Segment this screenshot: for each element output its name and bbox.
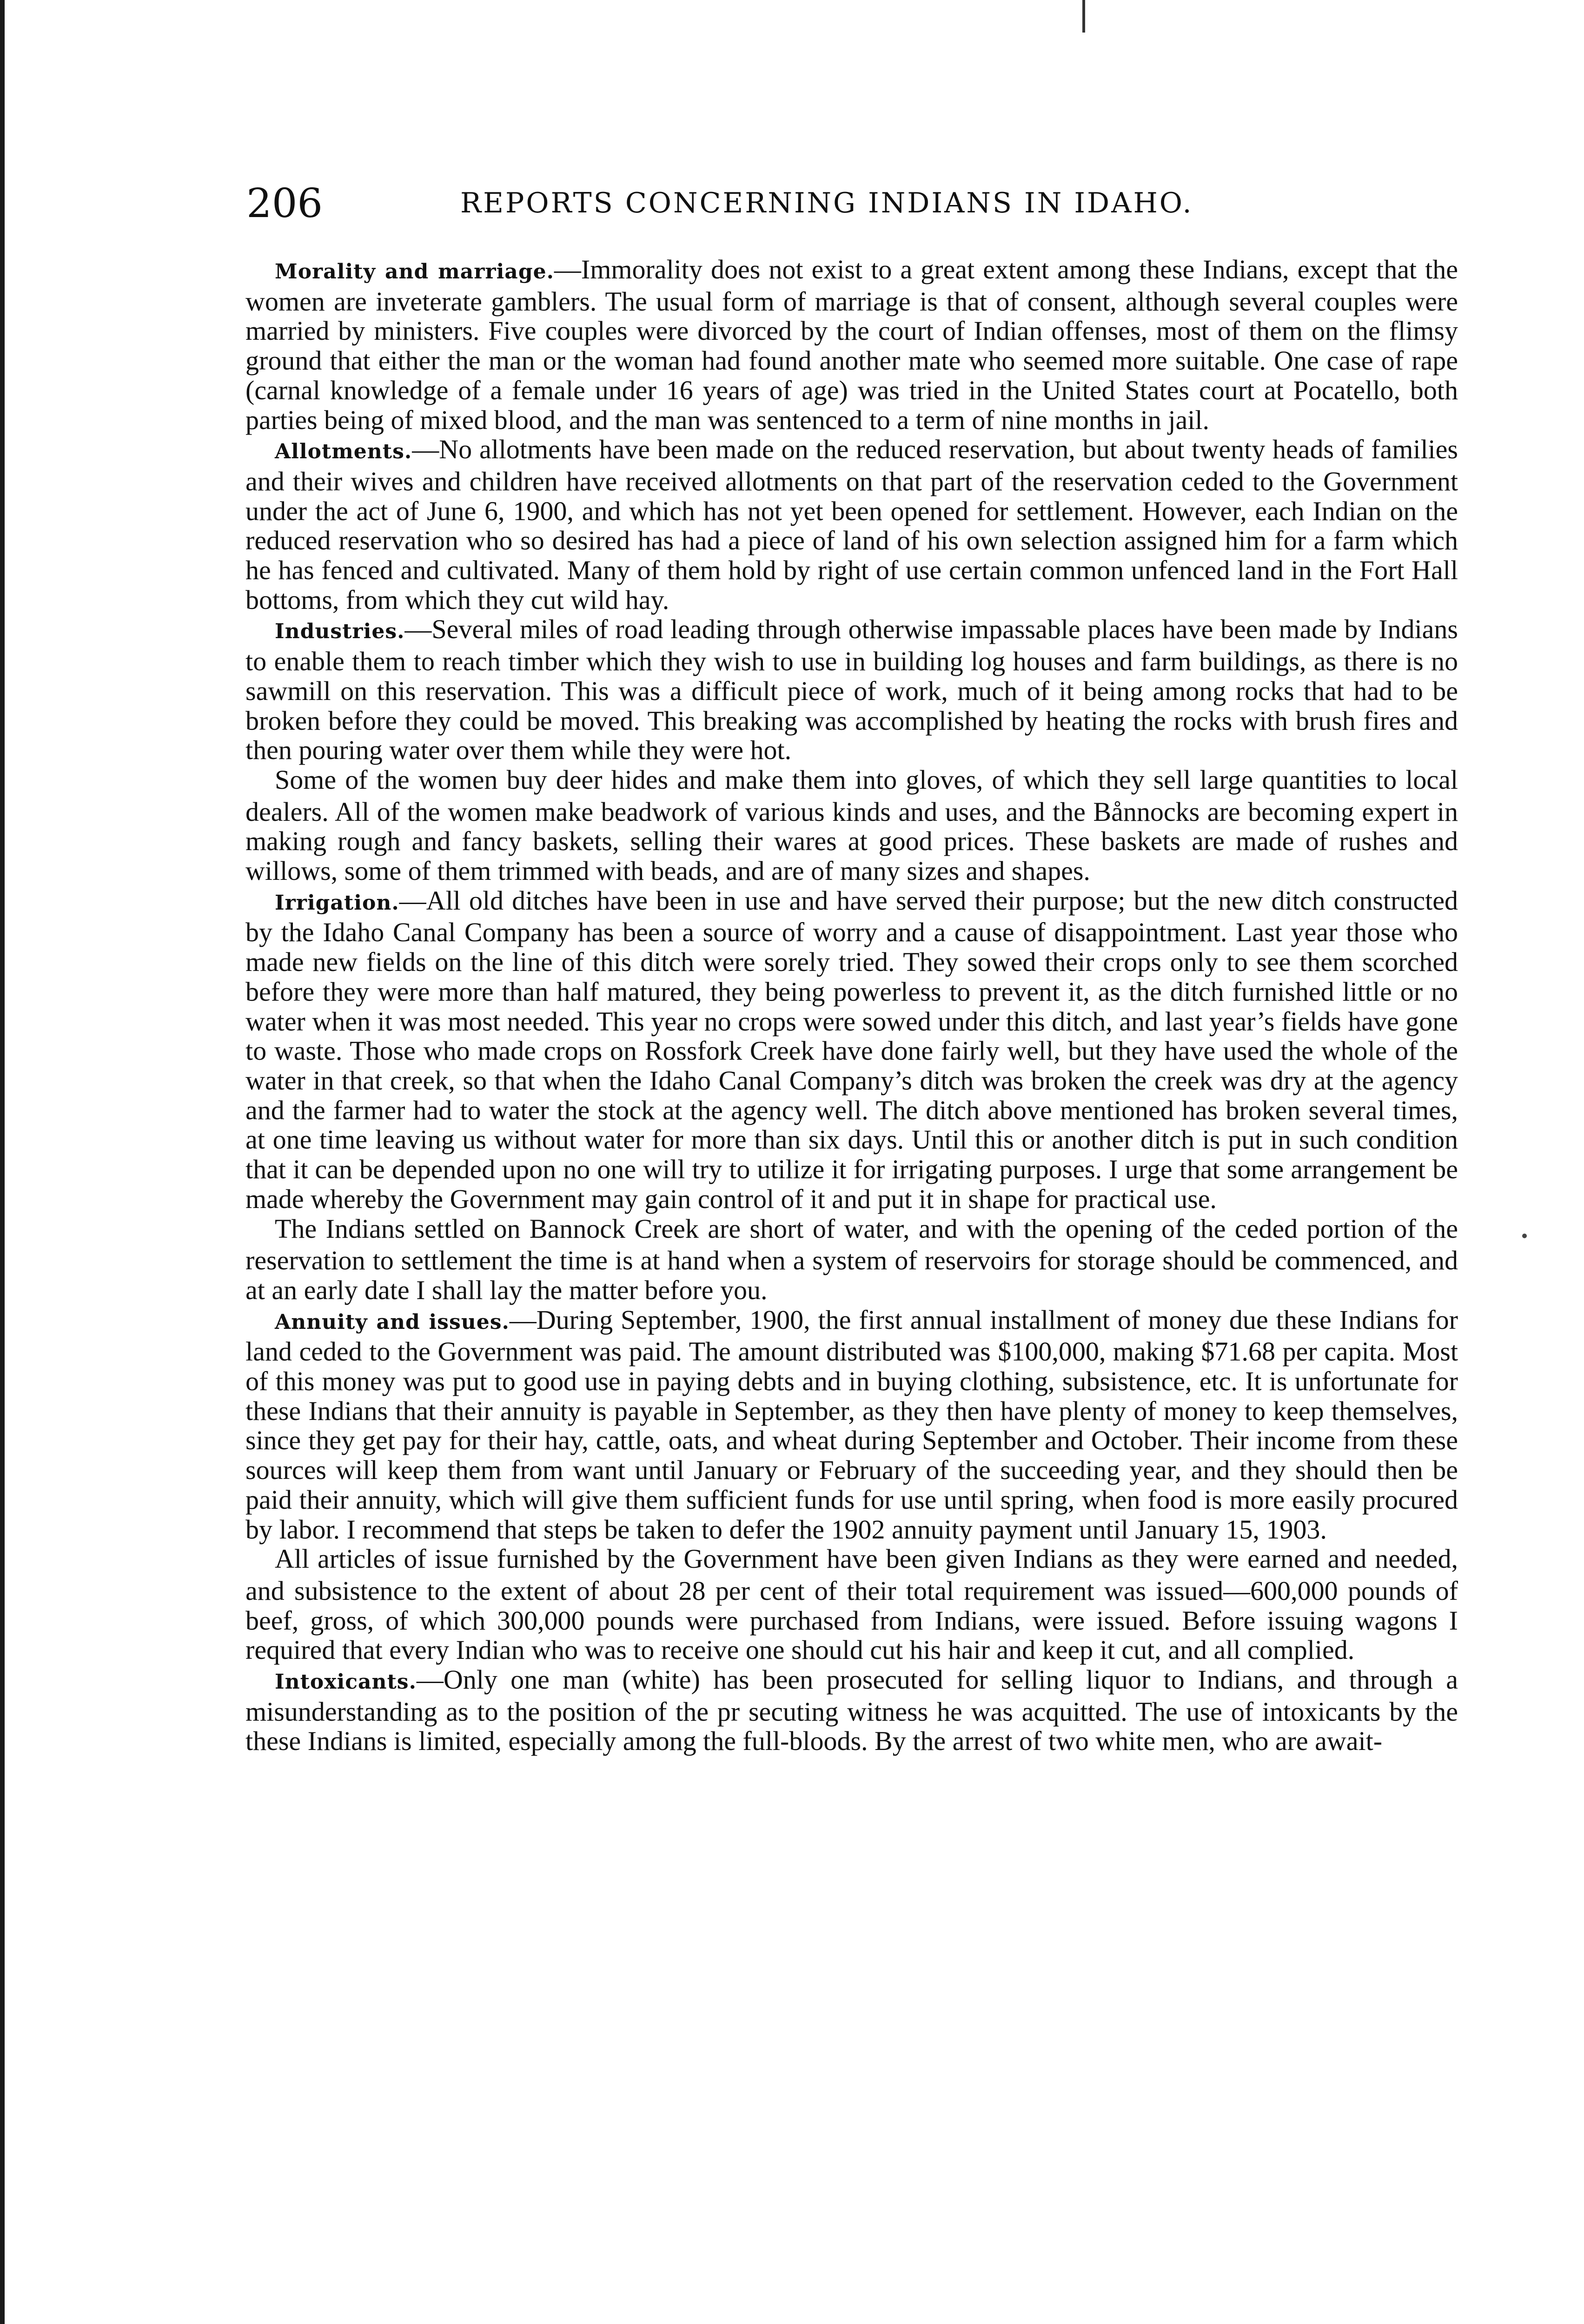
paragraph-text: —Several miles of road leading through otherwise impassable places have been made by Indians to enable them to reach timber which they wish to use in building log houses and farm buildings, as there is no sawmill on this reservation. This was a difficult piece of work, much of it being among rocks that had to be broken before they could be moved. This breaking was accomplished by heating the rocks with brush fires and then pouring water over them while they were hot.	[245, 614, 1458, 766]
section-heading: Allotments.	[275, 440, 412, 464]
section-heading: Intoxicants.	[275, 1670, 417, 1694]
paragraph-text: The Indians settled on Bannock Creek are short of water, and with the opening of the ceded portion of the reservation to settlement the time is at hand when a system of reservoirs for storage should be commenced, and at an early date I shall lay the matter before you.	[245, 1213, 1458, 1305]
section-heading: Morality and marriage.	[275, 260, 554, 284]
paragraph-intoxicants	[245, 1665, 1458, 1756]
page-number: 206	[246, 180, 323, 227]
scan-speck	[1522, 1234, 1527, 1238]
paragraph-text: All articles of issue furnished by the Government have been given Indians as they were earned and needed, and subsistence to the extent of about 28 per cent of their total requirement was issued—600,000 pounds of beef, gross, of which 300,000 pounds were purchased from Indians, were issued. Before issuing wagons I required that every Indian who was to receive one should cut his hair and keep it cut, and all complied.	[245, 1544, 1458, 1665]
paragraph-morality	[245, 255, 1458, 435]
paragraph-industries-2	[245, 765, 1458, 886]
paragraph-text: —No allotments have been made on the reduced reservation, but about twenty heads of families and their wives and children have received allotments on that part of the reservation ceded to the Government under the act of June 6, 1900, and which has not yet been opened for settlement. However, each Indian on the reduced reservation who so desired has had a piece of land of his own selection assigned him for a farm which he has fenced and cultivated. Many of them hold by right of use certain common unfenced land in the Fort Hall bottoms, from which they cut wild hay.	[245, 434, 1458, 615]
section-heading: Industries.	[275, 620, 405, 644]
page-body	[245, 255, 1458, 1756]
paragraph-text: —During September, 1900, the first annual installment of money due these Indians for land ceded to the Government was paid. The amount distributed was $100,000, making $71.68 per capita. Most of this money was put to good use in paying debts and in buying clothing, subsistence, etc. It is unfortunate for these Indians that their annuity is payable in September, as they then have plenty of money to keep themselves, since they get pay for their hay, cattle, oats, and wheat during September and October. Their income from these sources will keep them from want until January or February of the succeeding year, and they should then be paid their annuity, which will give them sufficient funds for use until spring, when food is more easily procured by labor. I recommend that steps be taken to defer the 1902 annuity payment until January 15, 1903.	[245, 1304, 1458, 1545]
paragraph-text: —Only one man (white) has been prosecuted for selling liquor to Indians, and through a misunderstanding as to the position of the pr secuting witness he was acquitted. The use of intoxicants by the these Indians is limited, especially among the full-bloods. By the arrest of two white men, who are await-	[245, 1664, 1458, 1756]
paragraph-text: —All old ditches have been in use and have served their purpose; but the new ditch constructed by the Idaho Canal Company has been a source of worry and a cause of disappointment. Last year those who made new fields on the line of this ditch were sorely tried. They sowed their crops only to see them scorched before they were more than half matured, they being powerless to prevent it, as the ditch furnished little or no water when it was most needed. This year no crops were sowed under this ditch, and last year’s fields have gone to waste. Those who made crops on Rossfork Creek have done fairly well, but they have used the whole of the water in that creek, so that when the Idaho Canal Company’s ditch was broken the creek was dry at the agency and the farmer had to water the stock at the agency well. The ditch above mentioned has broken several times, at one time leaving us without water for more than six days. Until this or another ditch is put in such condition that it can be depended upon no one will try to utilize it for irrigating purposes. I urge that some arrangement be made whereby the Government may gain control of it and put it in shape for practical use.	[245, 885, 1458, 1214]
paragraph-text: —Immorality does not exist to a great extent among these Indians, except that the women are inveterate gamblers. The usual form of marriage is that of consent, although several couples were married by ministers. Five couples were divorced by the court of Indian offenses, most of them on the flimsy ground that either the man or the woman had found another mate who seemed more suitable. One case of rape (carnal knowledge of a female under 16 years of age) was tried in the United States court at Pocatello, both parties being of mixed blood, and the man was sentenced to a term of nine months in jail.	[245, 254, 1458, 435]
paragraph-text: Some of the women buy deer hides and make them into gloves, of which they sell large quantities to local dealers. All of the women make beadwork of various kinds and uses, and the Bånnocks are becoming expert in making rough and fancy baskets, selling their wares at good prices. These baskets are made of rushes and willows, some of them trimmed with beads, and are of many sizes and shapes.	[245, 764, 1458, 886]
scan-top-mark	[1082, 0, 1085, 33]
running-head: REPORTS CONCERNING INDIANS IN IDAHO.	[460, 187, 1193, 219]
paragraph-annuity	[245, 1305, 1458, 1545]
paragraph-allotments	[245, 435, 1458, 614]
section-heading: Irrigation.	[275, 891, 399, 915]
paragraph-irrigation	[245, 886, 1458, 1214]
scan-left-edge	[0, 0, 5, 2324]
paragraph-industries	[245, 614, 1458, 765]
paragraph-irrigation-2	[245, 1214, 1458, 1305]
section-heading: Annuity and issues.	[275, 1310, 510, 1334]
paragraph-annuity-2	[245, 1544, 1458, 1665]
page-header	[246, 180, 1288, 236]
